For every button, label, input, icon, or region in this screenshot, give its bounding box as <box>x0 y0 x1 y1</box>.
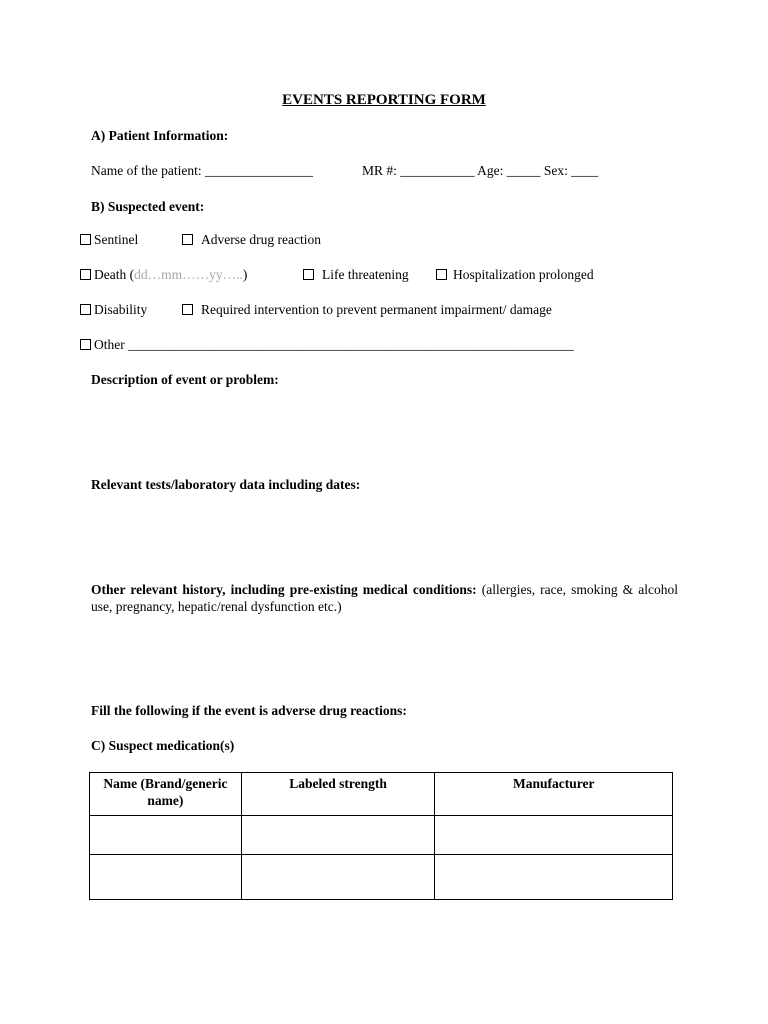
option-required-intervention <box>182 302 552 318</box>
sentinel-checkbox[interactable] <box>80 234 91 245</box>
table-cell[interactable] <box>90 816 242 855</box>
table-header-row <box>90 773 673 816</box>
tests-heading: Relevant tests/laboratory data including dates: <box>91 477 361 492</box>
other-checkbox[interactable] <box>80 339 91 350</box>
patient-id-row <box>362 163 598 179</box>
table-cell[interactable] <box>90 855 242 900</box>
life-threatening-checkbox[interactable] <box>303 269 314 280</box>
column-header-manufacturer: Manufacturer <box>435 773 673 816</box>
column-header-strength: Labeled strength <box>241 773 435 816</box>
history-details: (allergies, race, smoking & alcohol use, pregnancy, hepatic/renal dysfunction etc.) <box>91 582 678 614</box>
adr-instruction: Fill the following if the event is adverse drug reactions: <box>91 703 407 718</box>
patient-name-label: Name of the patient: <box>91 163 202 178</box>
suspect-medication-table <box>89 772 673 900</box>
table-cell[interactable] <box>241 855 435 900</box>
other-label: Other <box>94 337 125 352</box>
age-label: Age: <box>477 163 504 178</box>
medication-heading: C) Suspect medication(s) <box>91 738 235 753</box>
option-adverse-drug-reaction <box>182 232 321 248</box>
disability-label: Disability <box>94 302 148 317</box>
death-date-placeholder[interactable]: dd…mm……yy….. <box>134 267 243 282</box>
required-intervention-label: Required intervention to prevent permanent impairment/ damage <box>201 302 552 317</box>
option-life-threatening <box>303 267 409 283</box>
disability-checkbox[interactable] <box>80 304 91 315</box>
description-heading: Description of event or problem: <box>91 372 279 387</box>
suspected-event-heading: B) Suspected event: <box>91 199 205 214</box>
mr-field[interactable]: ___________ <box>400 163 475 178</box>
history-heading: Other relevant history, including pre-existing medical conditions: <box>91 582 477 597</box>
mr-label: MR #: <box>362 163 397 178</box>
death-checkbox[interactable] <box>80 269 91 280</box>
table-row <box>90 855 673 900</box>
option-death <box>80 267 247 283</box>
required-intervention-checkbox[interactable] <box>182 304 193 315</box>
sentinel-label: Sentinel <box>94 232 139 247</box>
patient-info-heading: A) Patient Information: <box>91 128 229 143</box>
death-close-paren: ) <box>242 267 248 282</box>
other-field[interactable]: __________________________________________________________________ <box>128 337 574 352</box>
life-threatening-label: Life threatening <box>322 267 409 282</box>
table-cell[interactable] <box>435 816 673 855</box>
patient-name-row <box>91 163 313 179</box>
hospitalization-label: Hospitalization prolonged <box>453 267 594 282</box>
form-title: EVENTS REPORTING FORM <box>282 92 486 108</box>
table-cell[interactable] <box>435 855 673 900</box>
death-label: Death ( <box>94 267 135 282</box>
option-other <box>80 337 574 353</box>
history-paragraph <box>91 581 678 615</box>
option-hospitalization <box>436 267 594 283</box>
table-row <box>90 816 673 855</box>
column-header-name: Name (Brand/generic name) <box>90 773 242 816</box>
option-sentinel <box>80 232 138 248</box>
option-disability <box>80 302 147 318</box>
sex-field[interactable]: ____ <box>571 163 599 178</box>
adverse-drug-reaction-label: Adverse drug reaction <box>201 232 321 247</box>
adverse-drug-reaction-checkbox[interactable] <box>182 234 193 245</box>
sex-label: Sex: <box>543 163 568 178</box>
table-cell[interactable] <box>241 816 435 855</box>
patient-name-field[interactable]: ________________ <box>204 163 313 178</box>
hospitalization-checkbox[interactable] <box>436 269 447 280</box>
age-field[interactable]: _____ <box>506 163 541 178</box>
